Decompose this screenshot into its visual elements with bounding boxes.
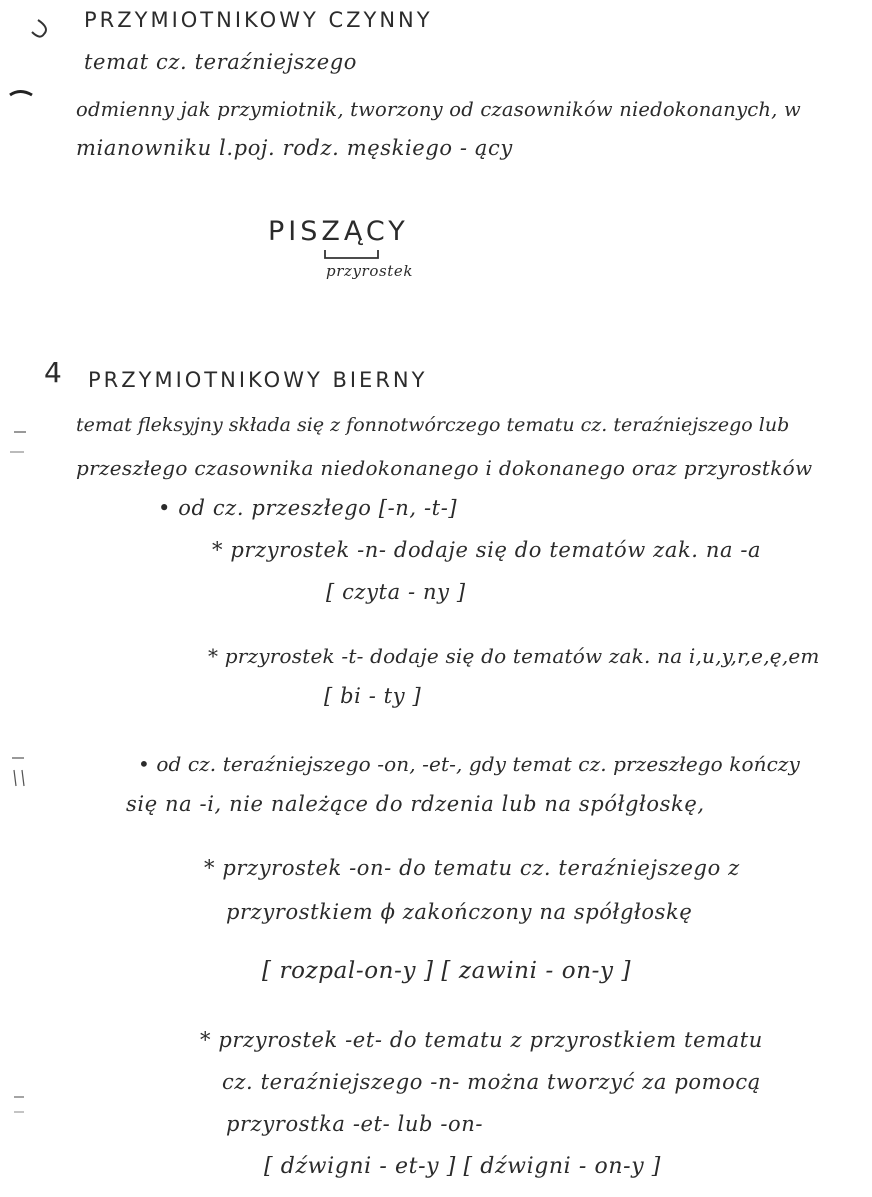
bullet-present-tense-line-1: • od cz. teraźniejszego -on, -et-, gdy temat cz. przeszłego kończy: [138, 752, 800, 776]
sub-item-et-suffix-line-3: przyrostka -et- lub -on-: [226, 1112, 484, 1136]
sub-item-et-suffix-line-1: * przyrostek -et- do tematu z przyrostkiem tematu: [200, 1028, 763, 1052]
section-3-line-2: odmienny jak przymiotnik, tworzony od czasowników niedokonanych, w: [76, 98, 801, 121]
section-3-example-label: przyrostek: [326, 262, 414, 280]
section-4-line-2: przeszłego czasownika niedokonanego i dokonanego oraz przyrostków: [76, 456, 813, 480]
bullet-past-tense: • od cz. przeszłego [-n, -t-]: [158, 496, 458, 520]
sub-item-on-suffix-line-1: * przyrostek -on- do tematu cz. teraźniejszego z: [204, 856, 740, 880]
section-4-number: 4: [44, 356, 63, 389]
section-3-example: PISZĄCY: [268, 216, 409, 247]
sub-item-on-suffix-line-2: przyrostkiem ϕ zakończony na spółgłoskę: [226, 900, 693, 924]
section-3-line-1: temat cz. teraźniejszego: [84, 50, 358, 74]
sub-item-t-example: [ bi - ty ]: [324, 684, 422, 708]
section-3-heading: PRZYMIOTNIKOWY CZYNNY: [84, 8, 433, 32]
sub-item-et-suffix-line-2: cz. teraźniejszego -n- można tworzyć za pomocą: [222, 1070, 761, 1094]
sub-item-et-examples: [ dźwigni - et-y ] [ dźwigni - on-y ]: [264, 1154, 661, 1179]
section-4-line-1: temat fleksyjny składa się z fonnotwórczego tematu cz. teraźniejszego lub: [76, 414, 790, 436]
sub-item-on-examples: [ rozpal-on-y ] [ zawini - on-y ]: [262, 958, 632, 984]
section-3-line-3: mianowniku l.poj. rodz. męskiego - ący: [76, 136, 513, 160]
sub-item-t-suffix: * przyrostek -t- dodaje się do tematów zak. na i,u,y,r,e,ę,em: [208, 644, 820, 668]
sub-item-n-suffix: * przyrostek -n- dodaje się do tematów zak. na -a: [212, 538, 762, 562]
section-4-heading: PRZYMIOTNIKOWY BIERNY: [88, 368, 428, 392]
sub-item-n-example: [ czyta - ny ]: [326, 580, 466, 604]
section-3-number: [30, 4, 48, 37]
bullet-present-tense-line-2: się na -i, nie należące do rdzenia lub na spółgłoskę,: [126, 792, 705, 816]
